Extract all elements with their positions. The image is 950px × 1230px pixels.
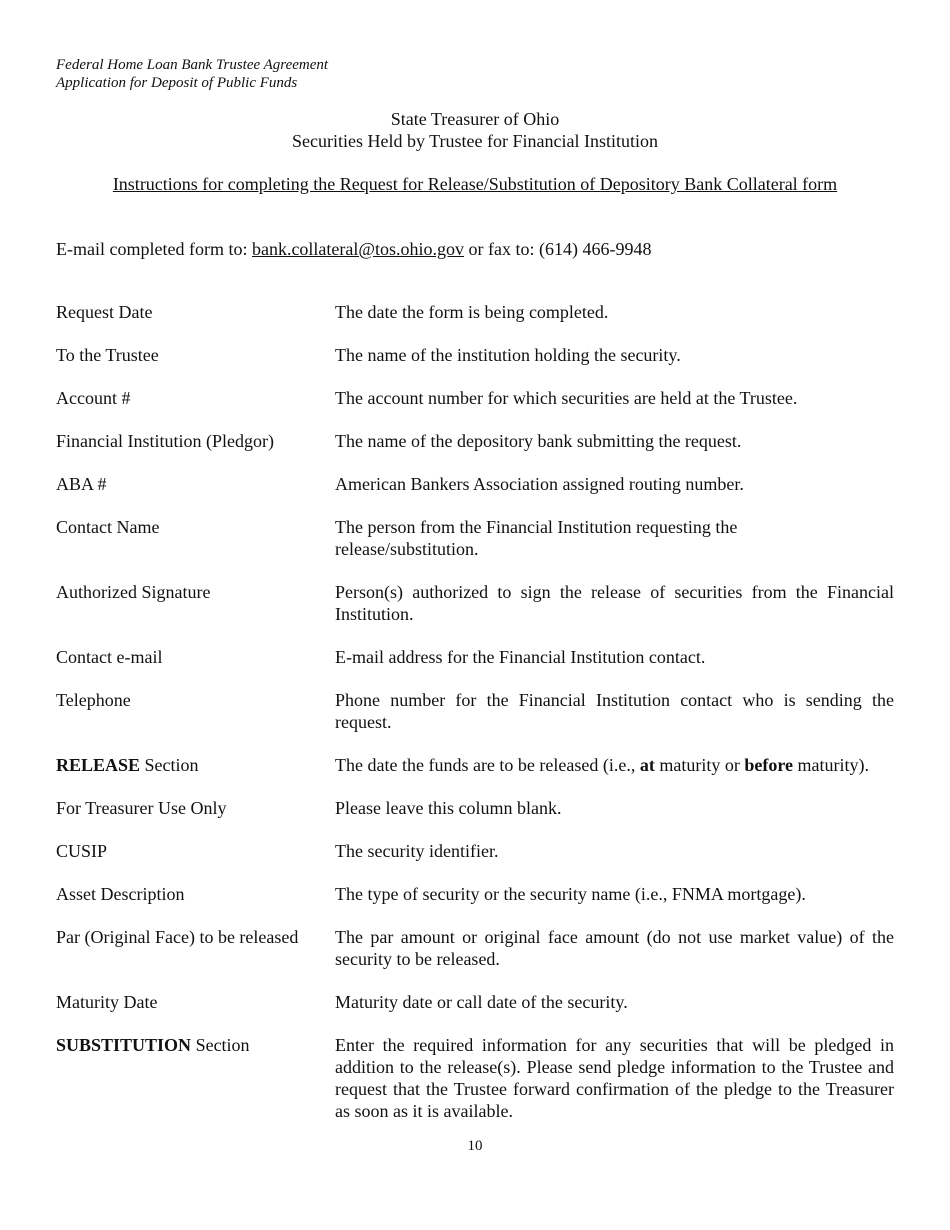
definition-row	[56, 883, 894, 905]
section-keyword: RELEASE	[56, 755, 141, 775]
field-term: Par (Original Face) to be released	[56, 927, 299, 947]
field-definition: The security identifier.	[335, 841, 499, 861]
field-definition: The par amount or original face amount (do not use market value) of the security to be released.	[335, 927, 894, 969]
field-definition	[335, 754, 894, 776]
instructions-heading: Instructions for completing the Request for Release/Substitution of Depository Bank Collateral form	[112, 174, 838, 194]
field-term: Contact e-mail	[56, 647, 163, 667]
definition-row	[56, 689, 894, 733]
field-definition: The type of security or the security name (i.e., FNMA mortgage).	[335, 884, 806, 904]
definition-row	[56, 473, 894, 495]
field-term	[56, 1034, 335, 1122]
email-prefix: E-mail completed form to:	[56, 239, 252, 259]
field-term: Contact Name	[56, 517, 160, 537]
section-suffix: Section	[140, 755, 199, 775]
definition-row	[56, 516, 894, 560]
definition-row	[56, 991, 894, 1013]
field-term: For Treasurer Use Only	[56, 798, 227, 818]
field-term: CUSIP	[56, 841, 108, 861]
field-definition: The date the form is being completed.	[335, 302, 609, 322]
field-definition: The name of the institution holding the security.	[335, 345, 681, 365]
field-definition: Maturity date or call date of the security.	[335, 992, 628, 1012]
field-definitions	[56, 301, 894, 1122]
definition-text: The date the funds are to be released (i.e.,	[335, 755, 640, 775]
definition-row	[56, 301, 894, 323]
field-term: To the Trustee	[56, 345, 159, 365]
definition-text: maturity or	[654, 755, 745, 775]
field-definition-line: release/substitution.	[335, 539, 479, 559]
definition-row	[56, 797, 894, 819]
running-header	[56, 56, 328, 92]
field-definition: E-mail address for the Financial Institution contact.	[335, 647, 706, 667]
field-definition	[335, 516, 894, 560]
definition-row	[56, 344, 894, 366]
definition-row	[56, 926, 894, 970]
field-term: Telephone	[56, 690, 131, 710]
section-keyword: SUBSTITUTION	[56, 1035, 192, 1055]
definition-row	[56, 646, 894, 668]
definition-row	[56, 387, 894, 409]
field-definition: The account number for which securities are held at the Trustee.	[335, 388, 798, 408]
emphasis-text: before	[744, 755, 793, 775]
page-number: 10	[467, 1138, 483, 1154]
field-term: Asset Description	[56, 884, 185, 904]
field-definition: American Bankers Association assigned routing number.	[335, 474, 744, 494]
section-suffix: Section	[191, 1035, 250, 1055]
field-term	[56, 754, 335, 776]
definition-row	[56, 581, 894, 625]
field-term: Account #	[56, 388, 131, 408]
field-term: ABA #	[56, 474, 107, 494]
field-term: Maturity Date	[56, 992, 158, 1012]
fax-text: or fax to: (614) 466-9948	[463, 239, 652, 259]
definition-row	[56, 430, 894, 452]
field-definition: Enter the required information for any securities that will be pledged in addition to the release(s). Please send pledge information to the Trustee and request that the Trustee forward confirmation of the pledge to the Treasurer as soon as it is available.	[335, 1035, 894, 1121]
field-term: Authorized Signature	[56, 582, 211, 602]
running-header-line-1: Federal Home Loan Bank Trustee Agreement	[56, 57, 329, 73]
title-line-1: State Treasurer of Ohio	[390, 109, 560, 129]
field-term: Financial Institution (Pledgor)	[56, 431, 274, 451]
title-line-2: Securities Held by Trustee for Financial Institution	[292, 131, 658, 151]
submission-instructions	[56, 238, 651, 260]
field-definition: Person(s) authorized to sign the release of securities from the Financial Institution.	[335, 582, 894, 624]
definition-row	[56, 840, 894, 862]
emphasis-text: at	[639, 755, 655, 775]
document-title	[0, 108, 950, 152]
definition-text: maturity).	[793, 755, 869, 775]
field-term: Request Date	[56, 302, 153, 322]
field-definition: The name of the depository bank submitting the request.	[335, 431, 742, 451]
field-definition-line: The person from the Financial Institution requesting the	[335, 517, 738, 537]
field-definition: Phone number for the Financial Institution contact who is sending the request.	[335, 690, 894, 732]
running-header-line-2: Application for Deposit of Public Funds	[56, 75, 298, 91]
email-link[interactable]: bank.collateral@tos.ohio.gov	[251, 239, 464, 259]
definition-row-substitution	[56, 1034, 894, 1122]
definition-row-release	[56, 754, 894, 776]
field-definition: Please leave this column blank.	[335, 798, 562, 818]
